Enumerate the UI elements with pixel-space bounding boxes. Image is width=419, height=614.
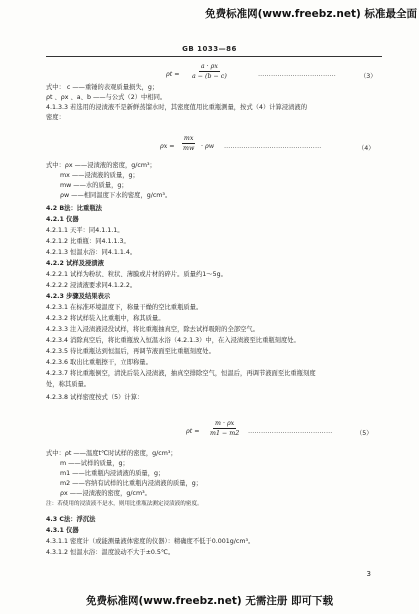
text-line: 密度： (46, 114, 65, 121)
eq4-number: （4） (358, 145, 375, 152)
subsection-heading: 4.2.2 试样及浸渍液 (46, 260, 104, 267)
text-line: 4.2.2.1 试样为粉状、粒状、薄膜或片材的碎片。质量约1～5g。 (46, 271, 227, 278)
text-line: ρw ——相同温度下水的密度，g/cm³。 (60, 192, 172, 199)
text-line: 4.2.3.2 将试样装入比重瓶中，称其质量。 (46, 315, 165, 322)
text-line: 4.2.3.3 注入浸渍液浸没试样，将比重瓶抽真空，除去试样吸附的全部空气。 (46, 326, 259, 333)
text-line: 4.2.1.3 恒温水浴：同4.1.1.4。 (46, 249, 137, 256)
text-line: 4.1.3.3 若选用的浸渍液不是新鲜蒸馏水时，其密度值用比重瓶测量，按式（4）计算浸渍液的 (46, 104, 308, 111)
eq5-numerator: m · ρx (215, 420, 235, 427)
text-line: 4.2.3.8 试样密度按式（5）计算： (46, 394, 144, 401)
eq5-lhs: ρt = (186, 428, 200, 435)
text-line: 4.2.3.7 将比重瓶倒空，清洗后装入浸渍液，抽真空排除空气，恒温后，再调节液面至比重瓶刻度 (46, 370, 316, 377)
page-number: 3 (366, 570, 371, 578)
text-line: ρx ——浸渍液的密度，g/cm³。 (60, 490, 151, 497)
subsection-heading: 4.3.1 仪器 (46, 527, 79, 534)
eq4-leader: ……………………………………… (224, 143, 322, 150)
eq3-lhs: ρt = (166, 71, 180, 78)
text-line: 式中：ρt ——温度t℃时试样的密度，g/cm³； (46, 450, 177, 457)
eq3-number: （3） (360, 73, 377, 80)
watermark-bottom: 免费标准网(www.freebz.net) 无需注册 即可下载 (85, 595, 334, 607)
header-rule (46, 56, 382, 57)
note-line: 注：若使用的浸渍液不是水，则用比重瓶法测定浸渍液的密度。 (46, 501, 203, 507)
eq5-leader: ………………………………… (248, 428, 333, 435)
eq5-number: （5） (356, 430, 373, 437)
text-line: 4.2.1.1 天平：同4.1.1.1。 (46, 227, 124, 234)
text-line: 4.3.1.2 恒温水浴：温度波动不大于±0.5℃。 (46, 549, 175, 556)
subsection-heading: 4.2.3 步骤及结果表示 (46, 293, 111, 300)
eq4-lhs: ρx = (160, 143, 175, 150)
text-line: mw ——水的质量，g； (60, 182, 128, 189)
eq5-denominator: m1 − m2 (210, 430, 240, 437)
text-line: 式中：ρx ——浸渍液的密度，g/cm³； (46, 162, 156, 169)
text-line: 4.2.1.2 比重瓶：同4.1.1.3。 (46, 238, 130, 245)
text-line: 4.2.3.4 消除真空后，将比重瓶放入恒温水浴（4.2.1.3）中，在入浸渍液至比重瓶刻度处。 (46, 337, 300, 344)
text-line: 4.2.3.5 待比重瓶达到恒温后，再调节液面至比重瓶刻度处。 (46, 348, 215, 355)
eq3-leader: ……………………………… (258, 71, 336, 78)
text-line: 4.2.3.6 取出比重瓶擦干，立即称量。 (46, 359, 152, 366)
text-line: 4.2.2.2 浸渍液要求同4.1.2.2。 (46, 282, 137, 289)
text-line: 4.3.1.1 密度计（或能测量液体密度的仪器）：精确度不低于0.001g/cm³。 (46, 538, 255, 545)
eq4-fraction (181, 135, 196, 152)
eq3-fraction (190, 63, 229, 80)
eq4-tail: · ρw (201, 143, 215, 150)
text-line: m1 ——比重瓶内浸渍液的质量，g； (60, 470, 165, 477)
standard-number: GB 1033—86 (182, 45, 237, 53)
text-line: mx ——浸渍液的质量，g； (60, 172, 139, 179)
text-line: 4.2.3.1 在标准环境温度下，称量干燥的空比重瓶质量。 (46, 304, 203, 311)
text-line: m ——试样的质量，g； (60, 460, 129, 467)
eq5-fraction (208, 420, 241, 437)
watermark-top: 免费标准网(www.freebz.net) 标准最全面 (205, 8, 417, 20)
text-line: 处，称其质量。 (46, 381, 91, 388)
eq4-denominator: mw (183, 145, 195, 152)
text-line: ρt 、ρx 、a、b ——与公式（2）中相同。 (46, 94, 167, 101)
eq3-denominator: a − (b − c) (192, 73, 227, 80)
section-heading: 4.2 B法：比重瓶法 (46, 205, 102, 212)
section-heading: 4.3 C法：浮沉法 (46, 516, 96, 523)
text-line: 式中： c ——重锤的表观质量损失，g； (46, 84, 159, 91)
eq4-numerator: mx (183, 135, 194, 142)
eq3-numerator: a · ρx (200, 63, 218, 70)
subsection-heading: 4.2.1 仪器 (46, 216, 79, 223)
text-line: m2 ——容纳有试样的比重瓶内浸渍液的质量，g； (60, 480, 203, 487)
